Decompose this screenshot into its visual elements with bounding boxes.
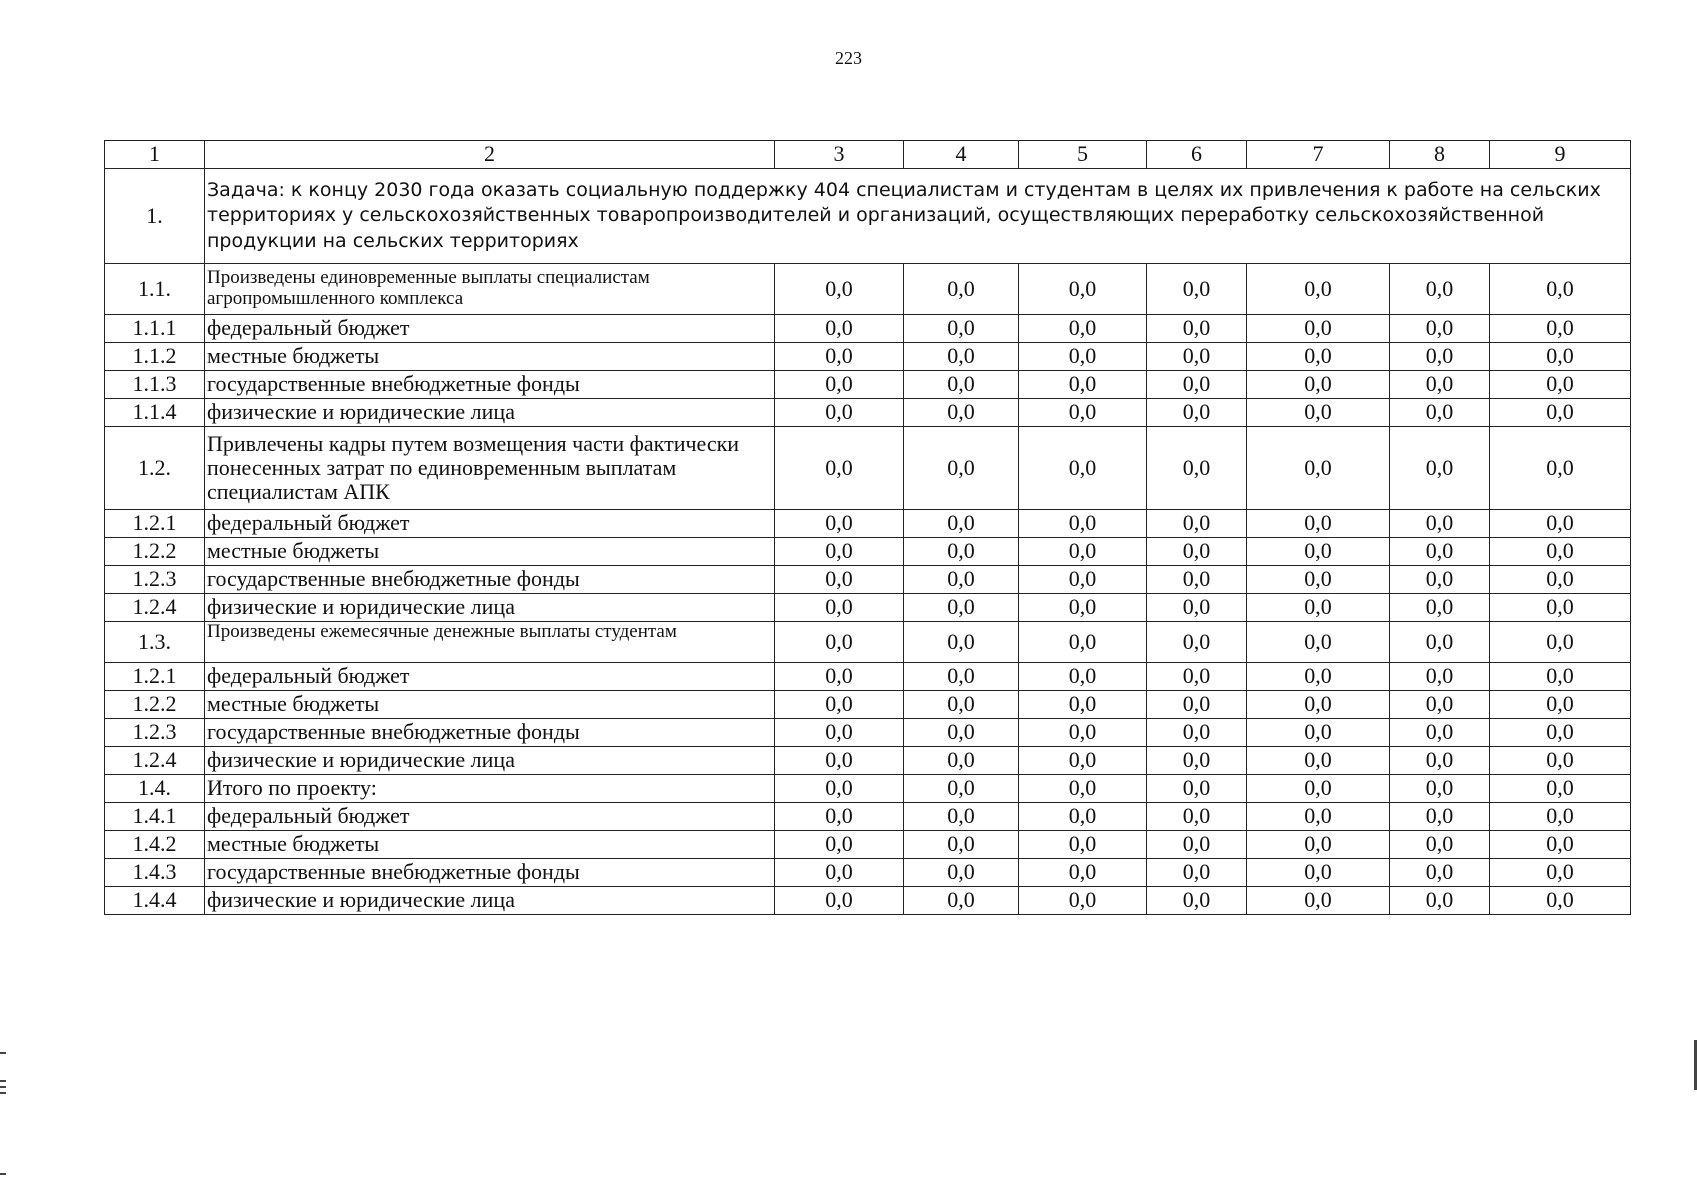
table-row <box>105 264 1631 315</box>
value-cell: 0,0 <box>1019 371 1147 399</box>
value-cell: 0,0 <box>1390 803 1490 831</box>
row-number: 1.1.4 <box>105 399 205 427</box>
row-number: 1.4.4 <box>105 887 205 915</box>
value-cell: 0,0 <box>1490 399 1631 427</box>
value-cell: 0,0 <box>1147 859 1247 887</box>
table-row <box>105 315 1631 343</box>
value-cell: 0,0 <box>1019 859 1147 887</box>
value-cell: 0,0 <box>1019 538 1147 566</box>
row-name: физические и юридические лица <box>205 594 775 622</box>
value-cell: 0,0 <box>1490 371 1631 399</box>
row-number: 1.2.1 <box>105 663 205 691</box>
row-number: 1.2.4 <box>105 594 205 622</box>
value-cell: 0,0 <box>775 264 904 315</box>
value-cell: 0,0 <box>1147 803 1247 831</box>
value-cell: 0,0 <box>1019 775 1147 803</box>
scan-edge-mark <box>0 1092 6 1094</box>
value-cell: 0,0 <box>1147 538 1247 566</box>
value-cell: 0,0 <box>775 887 904 915</box>
row-number: 1.2.2 <box>105 538 205 566</box>
value-cell: 0,0 <box>775 831 904 859</box>
value-cell: 0,0 <box>1490 566 1631 594</box>
row-name: федеральный бюджет <box>205 663 775 691</box>
value-cell: 0,0 <box>1490 691 1631 719</box>
value-cell: 0,0 <box>1390 747 1490 775</box>
header-cell: 1 <box>105 141 205 169</box>
value-cell: 0,0 <box>904 719 1019 747</box>
value-cell: 0,0 <box>1147 343 1247 371</box>
value-cell: 0,0 <box>904 775 1019 803</box>
value-cell: 0,0 <box>1490 887 1631 915</box>
row-name: местные бюджеты <box>205 538 775 566</box>
value-cell: 0,0 <box>1490 594 1631 622</box>
value-cell: 0,0 <box>1490 343 1631 371</box>
value-cell: 0,0 <box>1390 510 1490 538</box>
value-cell: 0,0 <box>1247 343 1390 371</box>
value-cell: 0,0 <box>1390 859 1490 887</box>
value-cell: 0,0 <box>1390 831 1490 859</box>
value-cell: 0,0 <box>1019 594 1147 622</box>
value-cell: 0,0 <box>1019 663 1147 691</box>
value-cell: 0,0 <box>1490 427 1631 510</box>
value-cell: 0,0 <box>1147 831 1247 859</box>
table-row <box>105 831 1631 859</box>
value-cell: 0,0 <box>1490 831 1631 859</box>
value-cell: 0,0 <box>1490 803 1631 831</box>
value-cell: 0,0 <box>1247 663 1390 691</box>
value-cell: 0,0 <box>775 371 904 399</box>
value-cell: 0,0 <box>904 594 1019 622</box>
value-cell: 0,0 <box>1019 399 1147 427</box>
value-cell: 0,0 <box>1019 343 1147 371</box>
value-cell: 0,0 <box>1247 622 1390 663</box>
value-cell: 0,0 <box>1490 315 1631 343</box>
value-cell: 0,0 <box>904 622 1019 663</box>
row-number: 1.2.2 <box>105 691 205 719</box>
row-number: 1.4. <box>105 775 205 803</box>
value-cell: 0,0 <box>1390 315 1490 343</box>
table-row <box>105 510 1631 538</box>
value-cell: 0,0 <box>1147 775 1247 803</box>
value-cell: 0,0 <box>1147 399 1247 427</box>
row-name: государственные внебюджетные фонды <box>205 371 775 399</box>
header-cell: 4 <box>904 141 1019 169</box>
value-cell: 0,0 <box>1490 622 1631 663</box>
row-name: государственные внебюджетные фонды <box>205 859 775 887</box>
value-cell: 0,0 <box>775 538 904 566</box>
value-cell: 0,0 <box>1019 315 1147 343</box>
row-number: 1.2.1 <box>105 510 205 538</box>
value-cell: 0,0 <box>1390 691 1490 719</box>
value-cell: 0,0 <box>1247 859 1390 887</box>
value-cell: 0,0 <box>904 747 1019 775</box>
value-cell: 0,0 <box>1390 663 1490 691</box>
value-cell: 0,0 <box>775 691 904 719</box>
value-cell: 0,0 <box>1247 747 1390 775</box>
value-cell: 0,0 <box>1247 775 1390 803</box>
header-cell: 7 <box>1247 141 1390 169</box>
value-cell: 0,0 <box>1247 566 1390 594</box>
value-cell: 0,0 <box>775 566 904 594</box>
value-cell: 0,0 <box>1490 264 1631 315</box>
value-cell: 0,0 <box>1390 622 1490 663</box>
value-cell: 0,0 <box>1390 427 1490 510</box>
value-cell: 0,0 <box>1019 887 1147 915</box>
value-cell: 0,0 <box>1490 663 1631 691</box>
row-number: 1.2.3 <box>105 566 205 594</box>
value-cell: 0,0 <box>1490 859 1631 887</box>
row-number: 1.4.2 <box>105 831 205 859</box>
value-cell: 0,0 <box>1247 538 1390 566</box>
value-cell: 0,0 <box>1247 427 1390 510</box>
row-name: местные бюджеты <box>205 691 775 719</box>
row-number: 1.2.4 <box>105 747 205 775</box>
header-cell: 2 <box>205 141 775 169</box>
value-cell: 0,0 <box>1147 691 1247 719</box>
value-cell: 0,0 <box>904 831 1019 859</box>
value-cell: 0,0 <box>1247 719 1390 747</box>
value-cell: 0,0 <box>775 859 904 887</box>
value-cell: 0,0 <box>1490 719 1631 747</box>
value-cell: 0,0 <box>904 343 1019 371</box>
value-cell: 0,0 <box>1490 538 1631 566</box>
value-cell: 0,0 <box>904 510 1019 538</box>
header-cell: 8 <box>1390 141 1490 169</box>
value-cell: 0,0 <box>1247 510 1390 538</box>
value-cell: 0,0 <box>1147 315 1247 343</box>
value-cell: 0,0 <box>775 803 904 831</box>
scan-edge-mark <box>0 1173 6 1175</box>
row-name: государственные внебюджетные фонды <box>205 566 775 594</box>
value-cell: 0,0 <box>775 315 904 343</box>
value-cell: 0,0 <box>775 719 904 747</box>
value-cell: 0,0 <box>1390 371 1490 399</box>
value-cell: 0,0 <box>775 622 904 663</box>
value-cell: 0,0 <box>1247 371 1390 399</box>
row-number: 1.4.1 <box>105 803 205 831</box>
value-cell: 0,0 <box>1019 510 1147 538</box>
value-cell: 0,0 <box>904 859 1019 887</box>
scan-edge-mark <box>0 1080 6 1082</box>
row-name: федеральный бюджет <box>205 803 775 831</box>
value-cell: 0,0 <box>1490 775 1631 803</box>
row-name: Привлечены кадры путем возмещения части фактически понесенных затрат по единовременным выплатам специалистам АПК <box>205 427 775 510</box>
value-cell: 0,0 <box>1147 264 1247 315</box>
value-cell: 0,0 <box>1147 747 1247 775</box>
value-cell: 0,0 <box>904 399 1019 427</box>
table-row <box>105 371 1631 399</box>
value-cell: 0,0 <box>904 663 1019 691</box>
value-cell: 0,0 <box>904 803 1019 831</box>
value-cell: 0,0 <box>1247 399 1390 427</box>
value-cell: 0,0 <box>1247 315 1390 343</box>
table-row <box>105 719 1631 747</box>
budget-table <box>104 140 1631 915</box>
page-number: 223 <box>835 48 862 68</box>
value-cell: 0,0 <box>1147 510 1247 538</box>
header-cell: 6 <box>1147 141 1247 169</box>
value-cell: 0,0 <box>1490 747 1631 775</box>
task-text: Задача: к концу 2030 года оказать социальную поддержку 404 специалистам и студентам в целях их привлечения к работе на сельских территориях у сельскохозяйственных товаропроизводителей и организаций, осуществляющих переработку сельскохозяйственной продукции на сельских территориях <box>205 169 1631 264</box>
row-number: 1.2.3 <box>105 719 205 747</box>
row-number: 1.1.3 <box>105 371 205 399</box>
row-name: государственные внебюджетные фонды <box>205 719 775 747</box>
value-cell: 0,0 <box>1147 663 1247 691</box>
value-cell: 0,0 <box>1390 538 1490 566</box>
value-cell: 0,0 <box>1390 719 1490 747</box>
value-cell: 0,0 <box>775 663 904 691</box>
row-name: местные бюджеты <box>205 831 775 859</box>
row-number: 1.1. <box>105 264 205 315</box>
value-cell: 0,0 <box>1247 887 1390 915</box>
value-cell: 0,0 <box>904 691 1019 719</box>
table-row <box>105 859 1631 887</box>
header-cell: 5 <box>1019 141 1147 169</box>
table-row <box>105 594 1631 622</box>
value-cell: 0,0 <box>1390 887 1490 915</box>
value-cell: 0,0 <box>1147 887 1247 915</box>
row-name: местные бюджеты <box>205 343 775 371</box>
table-row <box>105 747 1631 775</box>
value-cell: 0,0 <box>1019 427 1147 510</box>
value-cell: 0,0 <box>1019 622 1147 663</box>
value-cell: 0,0 <box>775 427 904 510</box>
header-cell: 3 <box>775 141 904 169</box>
value-cell: 0,0 <box>775 594 904 622</box>
value-cell: 0,0 <box>775 747 904 775</box>
row-number: 1.4.3 <box>105 859 205 887</box>
value-cell: 0,0 <box>1147 622 1247 663</box>
value-cell: 0,0 <box>1390 594 1490 622</box>
row-name: физические и юридические лица <box>205 399 775 427</box>
value-cell: 0,0 <box>1390 343 1490 371</box>
value-cell: 0,0 <box>1019 747 1147 775</box>
row-name: Произведены ежемесячные денежные выплаты студентам <box>205 622 775 663</box>
value-cell: 0,0 <box>904 887 1019 915</box>
task-number: 1. <box>105 169 205 264</box>
value-cell: 0,0 <box>1247 803 1390 831</box>
header-row <box>105 141 1631 169</box>
row-name: физические и юридические лица <box>205 887 775 915</box>
value-cell: 0,0 <box>1147 566 1247 594</box>
value-cell: 0,0 <box>1390 775 1490 803</box>
value-cell: 0,0 <box>1147 719 1247 747</box>
value-cell: 0,0 <box>1147 594 1247 622</box>
value-cell: 0,0 <box>775 343 904 371</box>
value-cell: 0,0 <box>1019 566 1147 594</box>
row-name: Произведены единовременные выплаты специалистам агропромышленного комплекса <box>205 264 775 315</box>
scan-edge-mark <box>0 1052 6 1054</box>
row-name: Итого по проекту: <box>205 775 775 803</box>
table-row <box>105 691 1631 719</box>
table-row <box>105 803 1631 831</box>
value-cell: 0,0 <box>1390 566 1490 594</box>
table-row <box>105 427 1631 510</box>
value-cell: 0,0 <box>1147 371 1247 399</box>
row-number: 1.2. <box>105 427 205 510</box>
table-row <box>105 663 1631 691</box>
table-body <box>105 141 1631 915</box>
table-row <box>105 343 1631 371</box>
value-cell: 0,0 <box>1390 264 1490 315</box>
value-cell: 0,0 <box>904 538 1019 566</box>
value-cell: 0,0 <box>1019 691 1147 719</box>
value-cell: 0,0 <box>904 315 1019 343</box>
row-number: 1.3. <box>105 622 205 663</box>
task-row <box>105 169 1631 264</box>
table-row <box>105 622 1631 663</box>
value-cell: 0,0 <box>1019 803 1147 831</box>
value-cell: 0,0 <box>1247 831 1390 859</box>
value-cell: 0,0 <box>1490 510 1631 538</box>
value-cell: 0,0 <box>1390 399 1490 427</box>
value-cell: 0,0 <box>1019 831 1147 859</box>
row-name: физические и юридические лица <box>205 747 775 775</box>
value-cell: 0,0 <box>904 264 1019 315</box>
value-cell: 0,0 <box>904 566 1019 594</box>
value-cell: 0,0 <box>1247 691 1390 719</box>
scan-edge-mark <box>0 1086 6 1088</box>
row-number: 1.1.2 <box>105 343 205 371</box>
value-cell: 0,0 <box>1247 594 1390 622</box>
value-cell: 0,0 <box>904 427 1019 510</box>
table-row <box>105 399 1631 427</box>
table-row <box>105 887 1631 915</box>
value-cell: 0,0 <box>775 399 904 427</box>
value-cell: 0,0 <box>1247 264 1390 315</box>
table-row <box>105 566 1631 594</box>
header-cell: 9 <box>1490 141 1631 169</box>
value-cell: 0,0 <box>1147 427 1247 510</box>
row-name: федеральный бюджет <box>205 315 775 343</box>
value-cell: 0,0 <box>904 371 1019 399</box>
value-cell: 0,0 <box>1019 264 1147 315</box>
table-row <box>105 538 1631 566</box>
table-row <box>105 775 1631 803</box>
row-number: 1.1.1 <box>105 315 205 343</box>
value-cell: 0,0 <box>775 775 904 803</box>
value-cell: 0,0 <box>775 510 904 538</box>
value-cell: 0,0 <box>1019 719 1147 747</box>
row-name: федеральный бюджет <box>205 510 775 538</box>
